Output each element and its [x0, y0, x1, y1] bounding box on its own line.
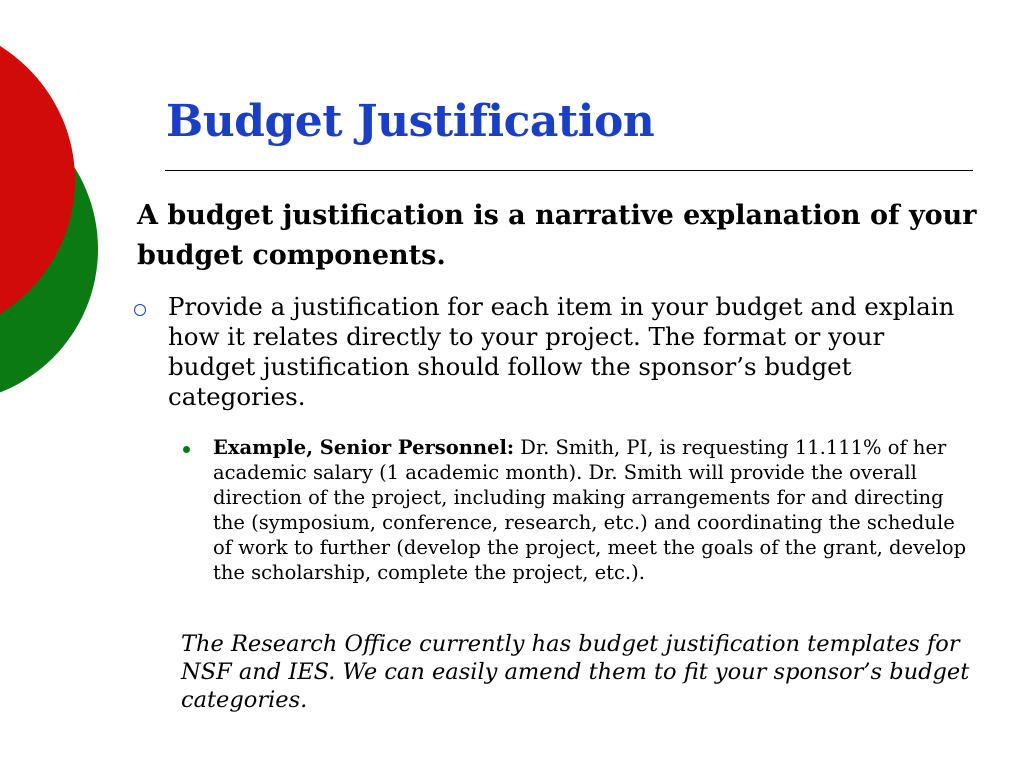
bullet-level1 [130, 292, 970, 412]
title-divider [165, 170, 973, 171]
hollow-circle-bullet-icon [134, 304, 146, 316]
bullet-level2-text [213, 435, 970, 585]
lead-statement: A budget justification is a narrative explanation of your budget components. [137, 200, 977, 271]
slide-title: Budget Justification [166, 96, 655, 147]
bullet-level2-label: Example, Senior Personnel: [213, 436, 515, 459]
bullet-level2-body: Dr. Smith, PI, is requesting 11.111% of her academic salary (1 academic month). Dr. Smith will provide the overall direction of the project, including making arrangements for and directing the (symposium, conference, research, etc.) and coordinating the schedule of work to further (develop the project, meet the goals of the grant, develop the scholarship, complete the project, etc.). [213, 436, 967, 584]
bullet-level2 [180, 435, 970, 585]
research-office-note: The Research Office currently has budget justification templates for NSF and IES. We can easily amend them to fit your sponsor’s budget categories. [181, 631, 970, 713]
filled-dot-bullet-icon [183, 446, 190, 453]
bullet-level1-text: Provide a justification for each item in your budget and explain how it relates directly to your project. The format or your budget justification should follow the sponsor’s budget categories. [168, 292, 955, 411]
